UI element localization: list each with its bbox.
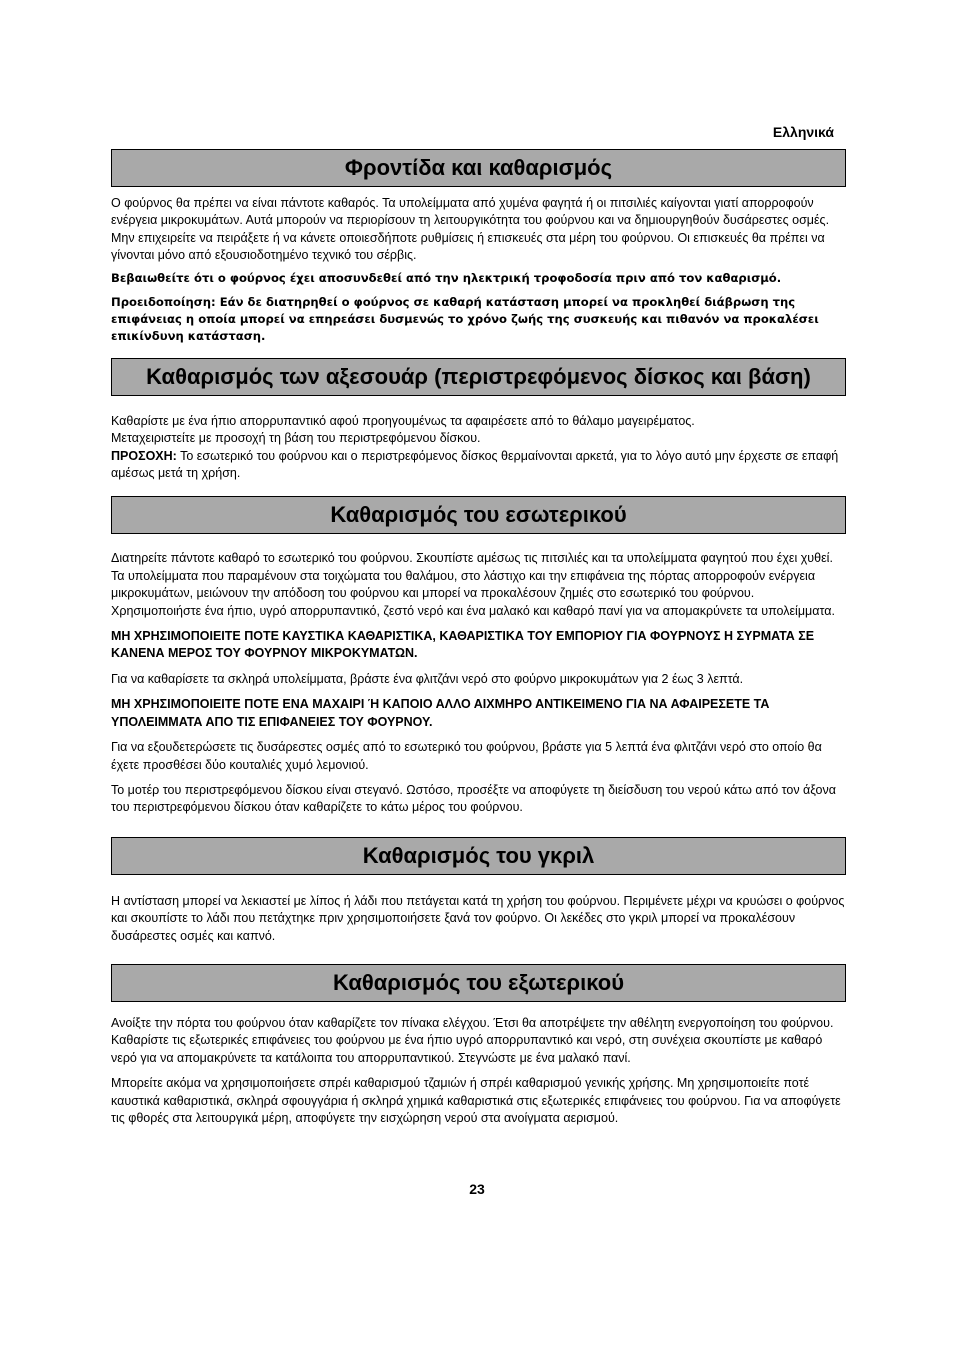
section-heading-accessories: Καθαρισμός των αξεσουάρ (περιστρεφόμενος δίσκος και βάση) <box>111 358 846 396</box>
interior-motor-paragraph: Το μοτέρ του περιστρεφόμενου δίσκου είναι στεγανό. Ωστόσο, προσέξτε να αποφύγετε τη διείσδυση του νερού κάτω από τον άξονα του περιστρεφόμενου δίσκου όταν καθαρίζετε το κάτω μέρος του φούρνου. <box>111 782 836 815</box>
disconnect-notice: Βεβαιωθείτε ότι ο φούρνος έχει αποσυνδεθεί από την ηλεκτρική τροφοδοσία πριν από τον καθαρισμό. <box>111 270 782 285</box>
language-label: Ελληνικά <box>772 124 834 140</box>
accessories-caution-paragraph <box>111 448 846 483</box>
caution-text: Το εσωτερικό του φούρνου και ο περιστρεφόμενος δίσκος θερμαίνονται αρκετά, για το λόγο αυτό μην έρχεστε σε επαφή αμέσως μετά τη χρήση. <box>111 448 839 481</box>
page-content <box>111 149 846 1127</box>
section-heading-interior: Καθαρισμός του εσωτερικού <box>111 496 846 534</box>
grill-paragraph: Η αντίσταση μπορεί να λεκιαστεί με λίπος ή λάδι που πετάγεται κατά τη χρήση του φούρνου. Περιμένετε μέχρι να κρυώσει ο φούρνος και σκουπίστε το λάδι που πετάχτηκε πριν χρησιμοποιήσετε ξανά τον φούρνο. Οι λεκέδες στο γκριλ μπορεί να προκαλέσουν δυσάρεστες οσμές και καπνό. <box>111 893 845 943</box>
accessories-base-paragraph: Μεταχειριστείτε με προσοχή τη βάση του περιστρεφόμενου δίσκου. <box>111 431 481 446</box>
interior-boil-paragraph: Για να καθαρίσετε τα σκληρά υπολείμματα, βράστε ένα φλιτζάνι νερό στο φούρνο μικροκυμάτων για 2 έως 3 λεπτά. <box>111 671 744 686</box>
section-heading-grill: Καθαρισμός του γκριλ <box>111 837 846 875</box>
caution-label: ΠΡΟΣΟΧΗ: <box>111 448 177 463</box>
interior-knife-warning: ΜΗ ΧΡΗΣΙΜΟΠΟΙΕΙΤΕ ΠΟΤΕ ΕΝΑ ΜΑΧΑΙΡΙ Ή ΚΑΠΟΙΟ ΑΛΛΟ ΑΙΧΜΗΡΟ ΑΝΤΙΚΕΙΜΕΝΟ ΓΙΑ ΝΑ ΑΦΑΙΡΕΣΕΤΕ ΤΑ ΥΠΟΛΕΙΜΜΑΤΑ ΑΠΟ ΤΙΣ ΕΠΙΦΑΝΕΙΕΣ ΤΟΥ ΦΟΥΡΝΟΥ. <box>111 697 770 729</box>
page-number: 23 <box>469 1181 485 1197</box>
interior-intro-paragraph: Διατηρείτε πάντοτε καθαρό το εσωτερικό του φούρνου. Σκουπίστε αμέσως τις πιτσιλιές και τα υπολείμματα φαγητού που έχει χυθεί. Τα υπολείμματα που παραμένουν στα τοιχώματα του θαλάμου, στο λάστιχο και την επιφάνεια της πόρτας απορροφούν ενέργεια μικροκυμάτων, μειώνουν την απόδοση του φούρνου και μπορεί να προκαλέσουν ζημιές στο εσωτερικό του φούρνου. Χρησιμοποιήστε ένα ήπιο, υγρό απορρυπαντικό, ζεστό νερό και ένα μαλακό και καθαρό πανί για να απομακρύνετε τα υπολείμματα. <box>111 551 835 618</box>
exterior-door-paragraph: Ανοίξτε την πόρτα του φούρνου όταν καθαρίζετε τον πίνακα ελέγχου. Έτσι θα αποτρέψετε την αθέλητη ενεργοποίηση του φούρνου. Καθαρίστε τις εξωτερικές επιφάνειες του φούρνου με ένα ήπιο υγρό απορρυπαντικό και νερό, στη συνέχεια σκουπίστε με καθαρό νερό για να απομακρύνετε τα κατάλοιπα του απορρυπαντικού. Στεγνώστε με ένα μαλακό πανί. <box>111 1015 834 1065</box>
exterior-spray-paragraph: Μπορείτε ακόμα να χρησιμοποιήσετε σπρέι καθαρισμού τζαμιών ή σπρέι καθαρισμού γενικής χρήσης. Μη χρησιμοποιείτε ποτέ καυστικά καθαριστικά, σκληρά σφουγγάρια ή σκληρά χημικά καθαριστικά στις εξωτερικές επιφάνειες του φούρνου. Για να αποφύγετε τις φθορές στα λειτουργικά μέρη, αποφύγετε την εισχώρηση νερού στα ανοίγματα αερισμού. <box>111 1076 841 1125</box>
warning-paragraph: Προειδοποίηση: Εάν δε διατηρηθεί ο φούρνος σε καθαρή κατάσταση μπορεί να προκληθεί διάβρωση της επιφάνειας η οποία μπορεί να επηρεάσει δυσμενώς το χρόνο ζωής της συσκευής και πιθανόν να προκαλέσει επικίνδυνη κατάσταση. <box>111 295 819 344</box>
section-heading-exterior: Καθαρισμός του εξωτερικού <box>111 964 846 1002</box>
section-heading-care-cleaning: Φροντίδα και καθαρισμός <box>111 149 846 187</box>
care-intro-paragraph: Ο φούρνος θα πρέπει να είναι πάντοτε καθαρός. Τα υπολείμματα από χυμένα φαγητά ή οι πιτσιλιές καίγονται γιατί απορροφούν ενέργεια μικροκυμάτων. Αυτά μπορούν να περιορίσουν τη λειτουργικότητα του φούρνου και να δημιουργηθούν δυσάρεστες οσμές. Μην επιχειρείτε να πειράξετε ή να κάνετε οποιεσδήποτε ρυθμίσεις ή επισκευές στα μέρη του φούρνου. Οι επισκευές θα πρέπει να γίνονται μόνο από εξουσιοδοτημένο τεχνικό του σέρβις. <box>111 196 830 263</box>
interior-odor-paragraph: Για να εξουδετερώσετε τις δυσάρεστες οσμές από το εσωτερικό του φούρνου, βράστε για 5 λεπτά ένα φλιτζάνι νερό στο οποίο θα έχετε προσθέσει δύο κουταλιές χυμό λεμονιού. <box>111 740 822 772</box>
interior-caustic-warning: ΜΗ ΧΡΗΣΙΜΟΠΟΙΕΙΤΕ ΠΟΤΕ ΚΑΥΣΤΙΚΑ ΚΑΘΑΡΙΣΤΙΚΑ, ΚΑΘΑΡΙΣΤΙΚΑ ΤΟΥ ΕΜΠΟΡΙΟΥ ΓΙΑ ΦΟΥΡΝΟΥΣ Η ΣΥΡΜΑΤΑ ΣΕ ΚΑΝΕΝΑ ΜΕΡΟΣ ΤΟΥ ΦΟΥΡΝΟΥ ΜΙΚΡΟΚΥΜΑΤΩΝ. <box>111 629 815 661</box>
accessories-clean-paragraph: Καθαρίστε με ένα ήπιο απορρυπαντικό αφού προηγουμένως τα αφαιρέσετε από το θάλαμο μαγειρέματος. <box>111 413 695 428</box>
